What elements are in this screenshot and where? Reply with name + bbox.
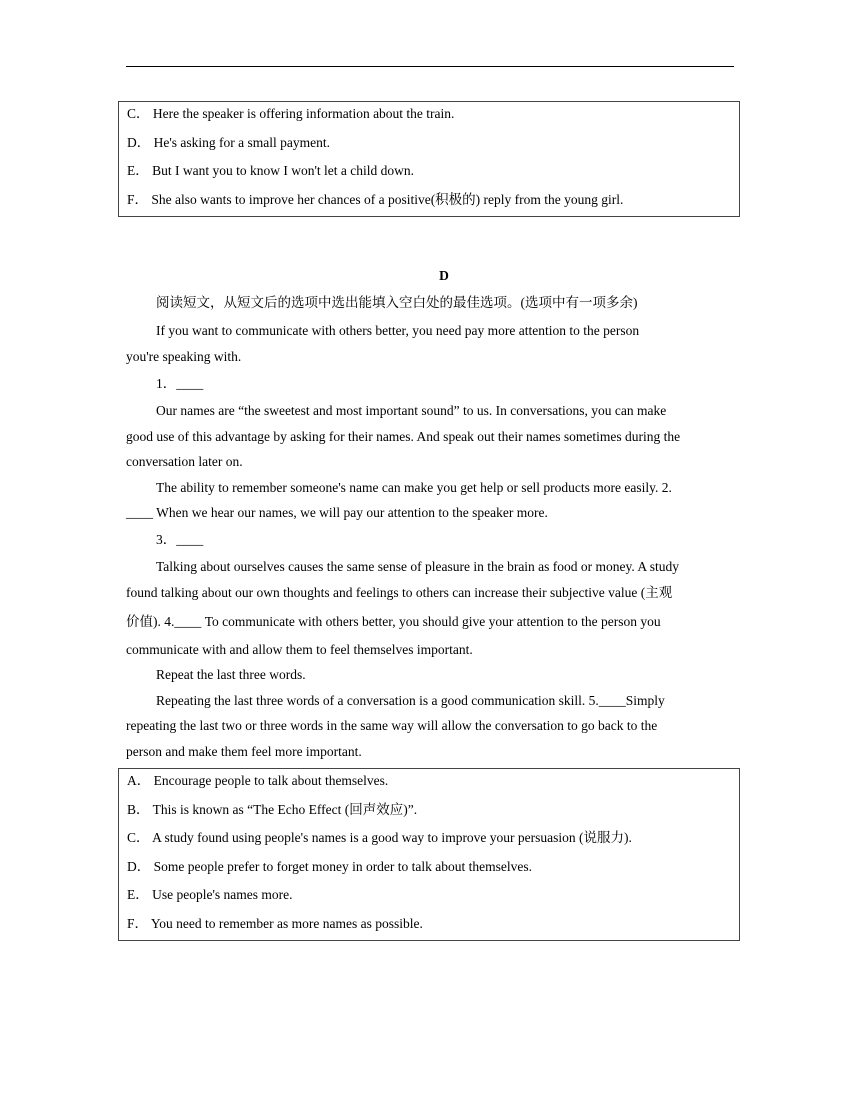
section-title: D [439,268,449,283]
option-item: B． This is known as “The Echo Effect (回声效应)”. [127,801,418,817]
passage-line: Talking about ourselves causes the same sense of pleasure in the brain as food or money. A study [156,559,680,574]
passage-line: good use of this advantage by asking for their names. And speak out their names sometimes during the [126,429,681,444]
instruction: 阅读短文，从短文后的选项中选出能填入空白处的最佳选项。(选项中有一项多余) [156,295,638,310]
option-item: E． But I want you to know I won't let a child down. [127,163,415,179]
passage-line: The ability to remember someone's name can make you get help or sell products more easily. 2. [156,480,672,495]
option-item: F． You need to remember as more names as possible. [127,915,423,931]
option-letter: D [127,134,137,150]
option-letter: F [127,191,135,207]
passage-line: you're speaking with. [126,349,242,364]
option-text: Here the speaker is offering information about the train. [152,106,455,121]
option-letter: C [127,106,137,121]
blank-line: 3．____ [156,532,204,547]
option-text: She also wants to improve her chances of a positive(积极的) reply from the young girl. [151,191,624,207]
passage-line: conversation later on. [126,454,243,469]
header-rule [126,66,734,67]
passage-line: person and make them feel more important. [126,744,362,759]
option-letter: D [127,858,137,874]
option-letter: B [127,801,137,817]
option-item: A． Encourage people to talk about themselves. [127,773,389,788]
option-text: A study found using people's names is a good way to improve your persuasion (说服力). [152,830,632,846]
option-item: C． A study found using people's names is a good way to improve your persuasion (说服力). [127,830,632,846]
option-letter: E [127,163,136,179]
option-text: Encourage people to talk about themselves. [153,773,389,788]
blank-line: 1．____ [156,376,204,391]
option-item: F． She also wants to improve her chances of a positive(积极的) reply from the young girl. [127,191,624,207]
option-text: But I want you to know I won't let a child down. [152,163,415,179]
option-letter: C [127,830,137,846]
option-item: C． Here the speaker is offering information about the train. [127,106,455,121]
passage-line: found talking about our own thoughts and feelings to others can increase their subjective value (主观 [126,585,673,600]
option-letter: F [127,915,135,931]
passage-line: repeating the last two or three words in the same way will allow the conversation to go back to the [126,718,658,733]
option-letter: A [127,773,137,788]
option-text: You need to remember as more names as possible. [150,915,423,931]
passage-line: If you want to communicate with others better, you need pay more attention to the person [156,323,640,338]
passage-line: Our names are “the sweetest and most important sound” to us. In conversations, you can make [156,403,667,418]
option-item: D． Some people prefer to forget money in order to talk about themselves. [127,858,533,874]
passage-line: 价值). 4.____ To communicate with others better, you should give your attention to the person you [126,614,661,629]
passage-line: Repeating the last three words of a conversation is a good communication skill. 5.____Simply [156,693,665,708]
option-text: Some people prefer to forget money in order to talk about themselves. [153,858,533,874]
options-box-previous [118,101,740,217]
subheading-line: Repeat the last three words. [156,667,306,682]
passage-line: communicate with and allow them to feel themselves important. [126,642,473,657]
option-item: E． Use people's names more. [127,887,293,903]
option-text: He's asking for a small payment. [153,134,331,150]
option-item: D． He's asking for a small payment. [127,134,331,150]
option-letter: E [127,887,136,903]
options-box-d [118,768,740,941]
option-text: This is known as “The Echo Effect (回声效应)”. [152,801,418,817]
passage-line: ____ When we hear our names, we will pay our attention to the speaker more. [126,505,548,520]
option-text: Use people's names more. [152,887,293,903]
